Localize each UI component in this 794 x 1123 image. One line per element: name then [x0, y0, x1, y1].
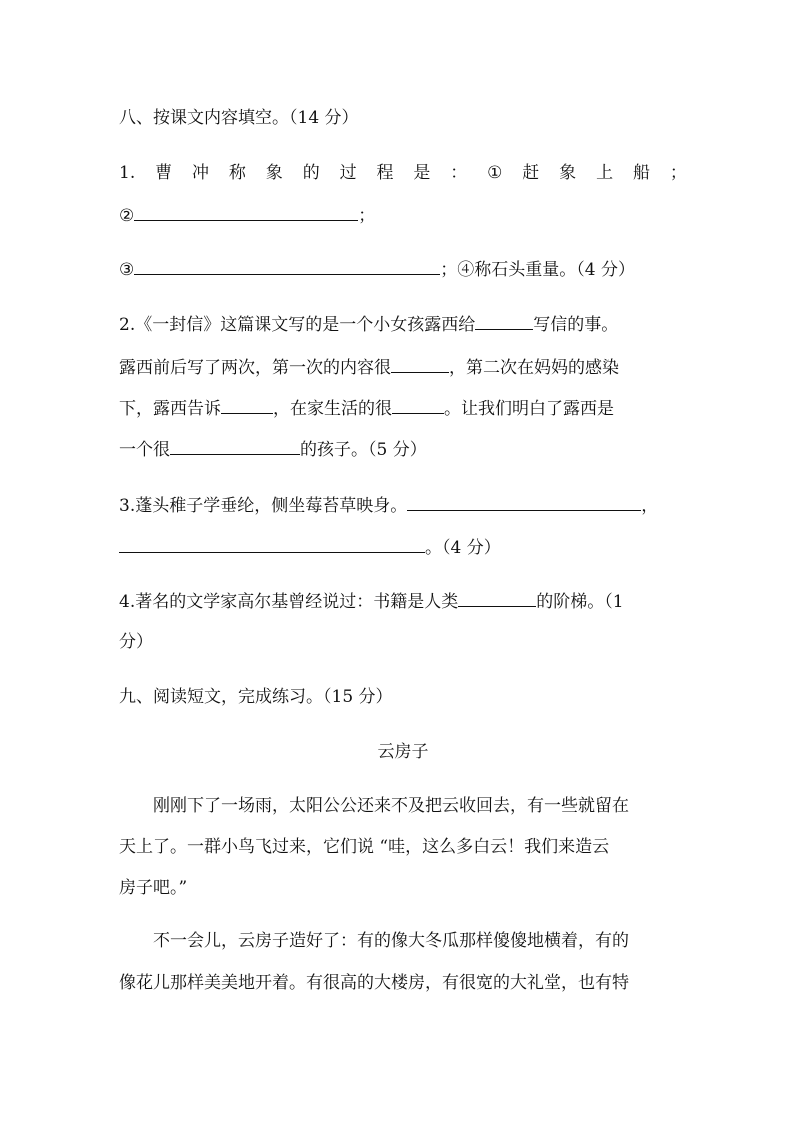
q3-text: ，	[641, 496, 659, 516]
q2-text: 2.《一封信》这篇课文写的是一个小女孩露西给	[119, 315, 476, 335]
q2-blank-first-letter[interactable]	[391, 356, 449, 373]
q3-line-2	[119, 536, 687, 560]
q2-text: 露西前后写了两次，第一次的内容很	[119, 358, 391, 378]
q1-step2-blank[interactable]	[134, 204, 358, 221]
q2-line-3	[119, 397, 687, 421]
q1-line-1	[119, 161, 687, 185]
passage-p1-line: 房子吧。”	[119, 878, 188, 898]
q3-line-1	[119, 494, 687, 518]
q3-text: 3.蓬头稚子学垂纶，侧坐莓苔草映身。	[119, 496, 408, 516]
q1-step3-end: ；④称石头重量。（4 分）	[440, 260, 635, 280]
q1-char: 称	[228, 163, 246, 183]
q2-text: 下，露西告诉	[119, 399, 221, 419]
q2-line-2	[119, 356, 687, 380]
q2-text: ，第二次在妈妈的感染	[449, 358, 619, 378]
passage-title: 云房子	[377, 742, 429, 762]
q1-char: 船	[632, 163, 650, 183]
section-9-heading: 九、阅读短文，完成练习。（15 分）	[119, 687, 393, 707]
q3-blank-1[interactable]	[407, 494, 641, 511]
q2-text: 。让我们明白了露西是	[444, 399, 614, 419]
q2-line-1	[119, 313, 687, 337]
q2-blank-recipient[interactable]	[475, 313, 533, 330]
q1-char: 的	[302, 163, 320, 183]
q2-blank-life[interactable]	[392, 397, 444, 414]
q1-char: 程	[376, 163, 394, 183]
q1-step2-marker: ②	[119, 206, 135, 226]
q1-char: 上	[596, 163, 614, 183]
q1-char: ：	[450, 163, 468, 183]
q4-line-1	[119, 590, 687, 614]
q1-prefix: 1.	[119, 163, 136, 183]
q2-text: 写信的事。	[533, 315, 619, 335]
q2-text: 一个很	[119, 440, 170, 460]
q1-line-3	[119, 258, 687, 282]
q4-text: 4.著名的文学家高尔基曾经说过：书籍是人类	[119, 592, 459, 612]
q1-step3-marker: ③	[119, 260, 135, 280]
section-8-heading: 八、按课文内容填空。（14 分）	[119, 108, 359, 128]
q1-step2-end: ；	[358, 206, 376, 226]
passage-p2-line: 像花儿那样美美地开着。有很高的大楼房，有很宽的大礼堂，也有特	[119, 973, 629, 993]
passage-p2-line: 不一会儿，云房子造好了：有的像大冬瓜那样傻傻地横着，有的	[153, 931, 629, 951]
q4-text: 的阶梯。（1	[536, 592, 624, 612]
q1-step3-blank[interactable]	[134, 258, 440, 275]
q3-text: 。（4 分）	[425, 538, 501, 558]
q2-blank-told[interactable]	[221, 397, 273, 414]
q1-char: 赶	[522, 163, 540, 183]
q1-line-2	[119, 204, 687, 228]
q1-char: 冲	[192, 163, 210, 183]
passage-p1-line: 刚刚下了一场雨，太阳公公还来不及把云收回去，有一些就留在	[153, 796, 629, 816]
q1-char: 象	[265, 163, 283, 183]
q1-char: ；	[669, 163, 687, 183]
q2-line-4	[119, 438, 687, 462]
q1-char: 过	[339, 163, 357, 183]
q4-blank[interactable]	[458, 590, 536, 607]
q1-char: 曹	[155, 163, 173, 183]
q4-line-2: 分）	[119, 632, 153, 652]
q2-blank-child[interactable]	[170, 438, 300, 455]
q1-char: 是	[413, 163, 431, 183]
q2-text: 的孩子。（5 分）	[300, 440, 427, 460]
q2-text: ，在家生活的很	[273, 399, 392, 419]
q1-char: ①	[487, 163, 503, 183]
q1-char: 象	[559, 163, 577, 183]
q3-blank-2[interactable]	[119, 536, 425, 553]
passage-p1-line: 天上了。一群小鸟飞过来，它们说 “哇，这么多白云！我们来造云	[119, 837, 610, 857]
